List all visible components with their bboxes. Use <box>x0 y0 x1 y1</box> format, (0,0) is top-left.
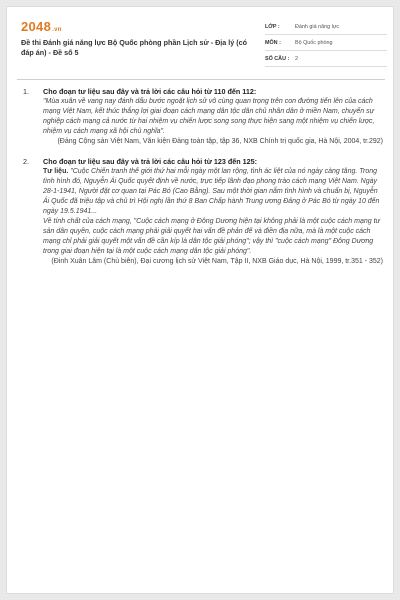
question-passage <box>43 167 383 217</box>
questions-list <box>23 87 383 277</box>
meta-row-question-count <box>265 51 387 67</box>
meta-label: LỚP : <box>265 23 280 30</box>
meta-row-class <box>265 19 387 35</box>
meta-label: SỐ CÂU : <box>265 55 290 62</box>
passage-label: Tư liệu. <box>43 168 69 175</box>
meta-table <box>265 19 387 67</box>
site-logo[interactable] <box>21 19 62 34</box>
meta-value: 2 <box>295 55 298 62</box>
question-passage: "Mùa xuân về vang nay đánh dấu bước ngoặt lịch sử vô cùng quan trọng trên con đường tiến lên của cách mạng Việt Nam, kết thúc thắng lợi giai đoạn cách mạng dân tộc dân chủ nhân dân ở miền Nam, chuyển sự nghiệp cách mạng cả nước từ hai nhiệm vụ chiến lược song song thực hiện sang một nhiệm vụ chiến lược, nhiệm vụ cách mạng xã hội chủ nghĩa". <box>43 98 375 135</box>
header-divider <box>17 79 385 80</box>
document-title: Đề thi Đánh giá năng lực Bộ Quốc phòng phần Lịch sử - Địa lý (có đáp án) - Đề số 5 <box>21 38 248 57</box>
question-prompt: Cho đoạn tư liệu sau đây và trả lời các câu hỏi từ 110 đến 112: <box>43 87 257 96</box>
question-passage-continued: Về tính chất của cách mạng, "Cuộc cách mạng ở Đông Dương hiện tại không phải là một cuộc cách mạng tư sản dân quyền, cuộc cách mạng phải giải quyết hai vấn đề phản đế và điền địa nữa, mà là một cuộc cách mạng chỉ phải giải quyết một vấn đề cần kíp là dân tộc giải phóng"; vậy thì "cuộc cách mạng" Đông Dương trong giai đoạn hiện tại là một cuộc cách mạng dân tộc giải phóng". <box>43 218 380 255</box>
meta-value: Đánh giá năng lực <box>295 23 340 30</box>
question-source: (Đinh Xuân Lâm (Chủ biên), Đại cương lịch sử Việt Nam, Tập II, NXB Giáo dục, Hà Nội, 1999, tr.351 - 352) <box>51 258 383 265</box>
question-number: 2. <box>23 157 29 166</box>
meta-value: Bộ Quốc phòng <box>295 39 333 46</box>
passage-text: "Cuộc Chiến tranh thế giới thứ hai mỗi ngày một lan rộng, tình ác liệt của nó ngày càng tăng. Trong tình hình đó, Nguyễn Ái Quốc quyết định về nước, trực tiếp lãnh đạo phong trào cách mạng Việt Nam. Ngày 28-1-1941, Người đặt cơ quan tại Pác Bó (Cao Bằng). Sau một thời gian nắm tình hình và chuẩn bị, Nguyễn Ái Quốc đã triệu tập và chủ trì Hội nghị lần thứ 8 Ban Chấp hành Trung ương Đảng ở Pác Bó từ ngày 10 đến ngày 19.5.1941... <box>43 168 380 215</box>
question-source: (Đảng Cộng sản Việt Nam, Văn kiện Đảng toàn tập, tập 36, NXB Chính trị quốc gia, Hà Nội, 2004, tr.292) <box>57 138 383 145</box>
question-item <box>23 87 383 147</box>
question-number: 1. <box>23 87 29 96</box>
document-header <box>17 15 387 79</box>
document-page <box>6 6 394 594</box>
question-item <box>23 157 383 267</box>
logo-text: 2048 <box>21 19 52 34</box>
logo-suffix: .vn <box>52 27 62 33</box>
question-prompt: Cho đoạn tư liệu sau đây và trả lời các câu hỏi từ 123 đến 125: <box>43 157 258 166</box>
meta-row-subject <box>265 35 387 51</box>
meta-label: MÔN : <box>265 39 281 46</box>
